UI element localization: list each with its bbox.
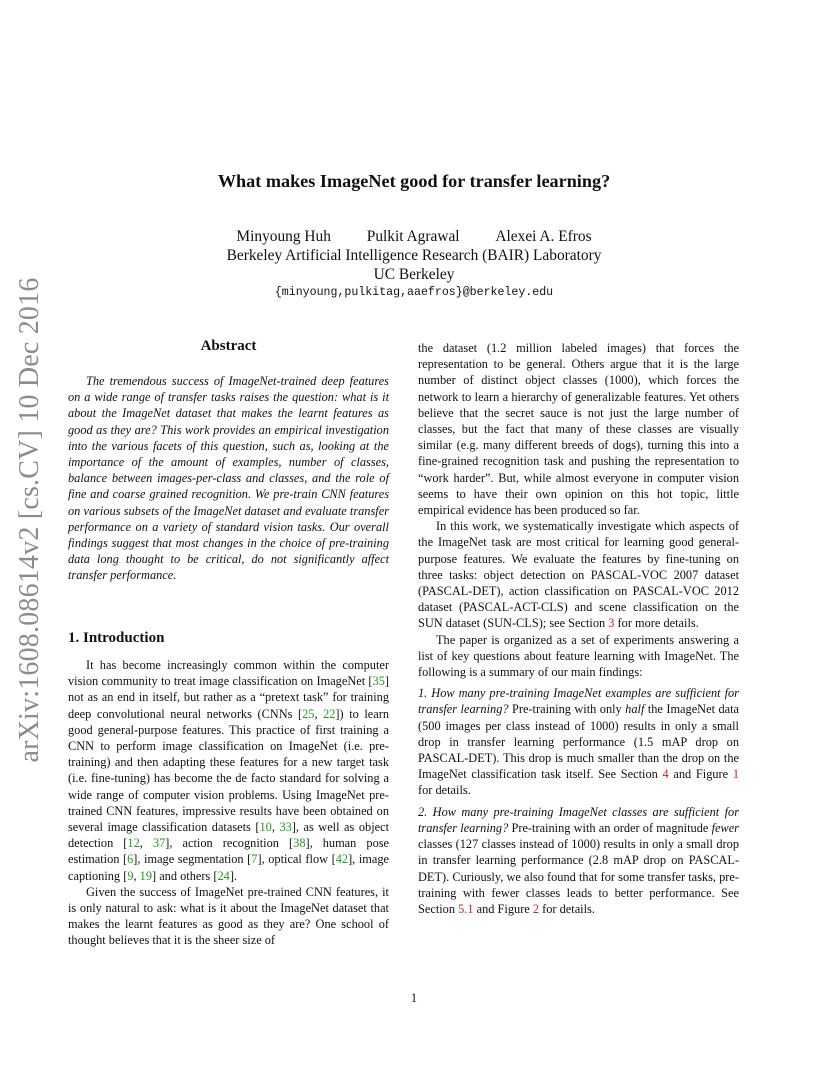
intro-paragraph: The paper is organized as a set of experiments answering a list of key questions about feature learning with ImageNet. The following is a summary of our main findings: <box>418 632 739 680</box>
author-name: Alexei A. Efros <box>495 228 592 245</box>
citation-link[interactable]: 10 <box>259 820 272 835</box>
citation-link[interactable]: 38 <box>293 836 306 851</box>
introduction-left-column <box>68 657 389 949</box>
finding-question: 1. How many pre-training ImageNet examples are sufficient for transfer learning? <box>418 686 739 717</box>
citation-link[interactable]: 12 <box>127 836 140 851</box>
author-name: Pulkit Agrawal <box>366 228 460 245</box>
author-names <box>0 227 828 246</box>
section-ref-link[interactable]: 4 <box>662 767 669 782</box>
section-heading-introduction: 1. Introduction <box>68 630 165 646</box>
citation-link[interactable]: 35 <box>372 674 385 689</box>
figure-ref-link[interactable]: 1 <box>732 767 739 782</box>
citation-link[interactable]: 24 <box>217 868 230 883</box>
paper-title: What makes ImageNet good for transfer learning? <box>217 171 611 191</box>
intro-paragraph: It has become increasingly common within the computer vision community to treat image classification on ImageNet [35] not as an end in itself, but rather as a “pretext task” for training deep convolutional neural networks (CNNs [25, 22]) to learn good general-purpose features. This practice of first training a CNN to perform image classification on ImageNet (i.e. pre-training) and then adapting these features for a new target task (i.e. fine-tuning) has become the de facto standard for solving a wide range of computer vision problems. Using ImageNet pre-trained CNN features, impressive results have been obtained on several image classification datasets [10, 33], as well as object detection [12, 37], action recognition [38], human pose estimation [6], image segmentation [7], optical flow [42], image captioning [9, 19] and others [24]. <box>68 658 390 883</box>
intro-paragraph: the dataset (1.2 million labeled images) that forces the representation to be general. Others argue that it is the large number of distinct object classes (1000), which forces the network to learn a hierarchy of generalizable features. Yet others believe that the secret sauce is not just the large number of classes, but the fact that many of these classes are visually similar (e.g. many different breeds of dogs), turning this into a fine-grained recognition task and pushing the representation to “work harder”. But, while almost everyone in computer vision seems to have their own opinion on this hot topic, little empirical evidence has been produced so far. <box>418 341 739 518</box>
right-column <box>418 340 739 917</box>
arxiv-identifier <box>8 277 52 763</box>
author-name: Minyoung Huh <box>236 228 331 245</box>
author-block <box>0 227 828 284</box>
abstract-body: The tremendous success of ImageNet-trained deep features on a wide range of transfer tasks raises the question: what is it about the ImageNet dataset that makes the learnt features as good as they are? This work provides an empirical investigation into the various facets of this question, such as, looking at the importance of the amount of examples, number of classes, balance between images-per-class and classes, and the role of fine and coarse grained recognition. We pre-train CNN features on various subsets of the ImageNet dataset and evaluate transfer performance on a variety of standard vision tasks. Our overall findings suggest that most changes in the choice of pre-training data long thought to be critical, do not significantly affect transfer performance. <box>68 374 389 583</box>
finding-2: 2. How many pre-training ImageNet classes are sufficient for transfer learning? Pre-training with an order of magnitude fewer classes (127 classes instead of 1000) results in only a small drop in transfer learning performance (2.8 mAP drop on PASCAL-DET). Curiously, we also found that for some transfer tasks, pre-training with fewer classes leads to better performance. See Section 5.1 and Figure 2 for details. <box>418 804 739 916</box>
intro-paragraph: In this work, we systematically investigate which aspects of the ImageNet task are most critical for learning good general-purpose features. We evaluate the features by fine-tuning on three tasks: object detection on PASCAL-VOC 2007 dataset (PASCAL-DET), action classification on PASCAL-VOC 2012 dataset (PASCAL-ACT-CLS) and scene classification on the SUN dataset (SUN-CLS); see Section 3 for more details. <box>418 519 739 631</box>
citation-link[interactable]: 22 <box>323 706 336 721</box>
author-email: {minyoung,pulkitag,aaefros}@berkeley.edu <box>274 286 554 299</box>
page-number: 1 <box>410 991 418 1005</box>
section-ref-link[interactable]: 5.1 <box>458 901 474 916</box>
figure-ref-link[interactable]: 2 <box>532 901 540 916</box>
institution: UC Berkeley <box>373 266 455 283</box>
citation-link[interactable]: 19 <box>139 868 152 883</box>
finding-question: 2. How many pre-training ImageNet classes are sufficient for transfer learning? <box>418 804 739 835</box>
citation-link[interactable]: 25 <box>302 706 315 721</box>
citation-link[interactable]: 9 <box>127 868 134 883</box>
citation-link[interactable]: 33 <box>279 820 292 835</box>
arxiv-identifier-text: arXiv:1608.08614v2 [cs.CV] 10 Dec 2016 <box>14 277 45 763</box>
citation-link[interactable]: 6 <box>127 852 134 867</box>
citation-link[interactable]: 7 <box>251 852 258 867</box>
citation-link[interactable]: 42 <box>335 852 349 867</box>
intro-paragraph: Given the success of ImageNet pre-trained CNN features, it is only natural to ask: what is it about the ImageNet dataset that makes the learnt features as good as they are? One school of thought believes that it is the sheer size of <box>68 884 389 948</box>
abstract-heading: Abstract <box>200 338 257 354</box>
affiliation: Berkeley Artificial Intelligence Research (BAIR) Laboratory <box>226 247 602 264</box>
citation-link[interactable]: 37 <box>152 836 166 851</box>
finding-1: 1. How many pre-training ImageNet examples are sufficient for transfer learning? Pre-training with only half the ImageNet data (500 images per class instead of 1000) results in only a small drop in transfer learning performance (1.5 mAP drop on PASCAL-DET). This drop is much smaller than the drop on the ImageNet classification task itself. See Section 4 and Figure 1 for details. <box>418 686 740 798</box>
section-ref-link[interactable]: 3 <box>608 616 615 631</box>
